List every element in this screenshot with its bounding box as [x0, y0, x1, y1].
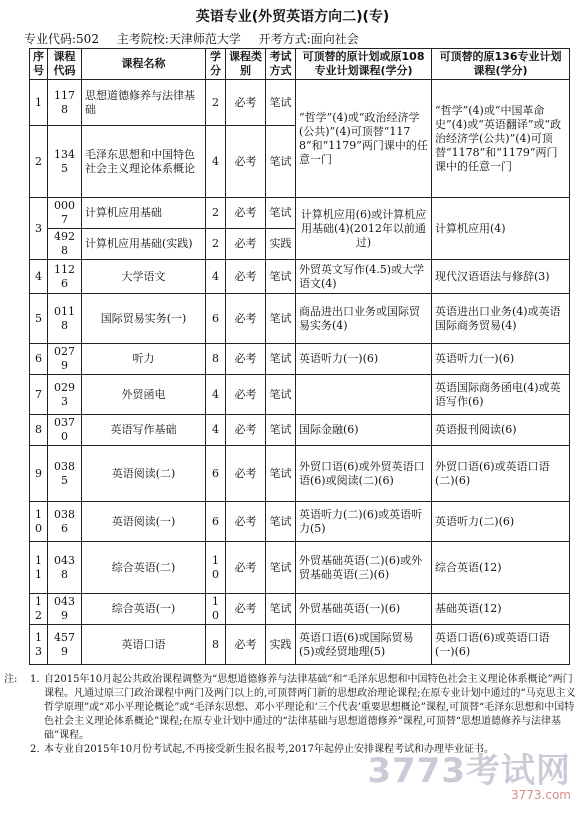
- row-replace-108: 英语听力(一)(6): [296, 344, 432, 375]
- table-row: [30, 198, 570, 229]
- row-credit: 6: [206, 294, 226, 344]
- exam-school: 主考院校:天津师范大学: [116, 32, 241, 46]
- col-header-replace-136: 可顶替的原136专业计划课程(学分): [432, 49, 570, 80]
- row-name: 毛泽东思想和中国特色社会主义理论体系概论: [82, 126, 206, 198]
- row-type: 必考: [226, 126, 266, 198]
- row-no: 10: [30, 502, 48, 542]
- row-exam: 笔试: [266, 344, 296, 375]
- course-table: [29, 48, 570, 665]
- footnote-text: 本专业自2015年10月份考试起,不再接受新生报名报考,2017年起停止安排课程考试和办理毕业证书。: [44, 744, 494, 755]
- row-type: 必考: [226, 260, 266, 294]
- row-code: 4928: [48, 229, 82, 260]
- row-name: 大学语文: [82, 260, 206, 294]
- table-row: [30, 294, 570, 344]
- row-no: 9: [30, 446, 48, 502]
- row-credit: 4: [206, 260, 226, 294]
- row-no: 2: [30, 126, 48, 198]
- row-exam: 笔试: [266, 126, 296, 198]
- row-credit: 2: [206, 229, 226, 260]
- program-meta: [24, 30, 373, 47]
- row-name: 计算机应用基础(实践): [82, 229, 206, 260]
- row-credit: 2: [206, 198, 226, 229]
- row-replace-136: 英语听力(二)(6): [432, 502, 570, 542]
- row-replace-136: 基础英语(12): [432, 594, 570, 625]
- table-row: [30, 625, 570, 665]
- watermark-logo-text: 3773考试网: [367, 751, 571, 791]
- row-replace-136: 英语报刊阅读(6): [432, 415, 570, 446]
- row-replace-108: 国际金融(6): [296, 415, 432, 446]
- row-replace-108: 英语听力(二)(6)或英语听力(5): [296, 502, 432, 542]
- col-header-no: 序号: [30, 49, 48, 80]
- row-exam: 笔试: [266, 260, 296, 294]
- row-type: 必考: [226, 542, 266, 594]
- row-code: 0370: [48, 415, 82, 446]
- row-replace-136: 外贸口语(6)或英语口语(二)(6): [432, 446, 570, 502]
- row-name: 外贸函电: [82, 375, 206, 415]
- row-credit: 2: [206, 80, 226, 126]
- row-credit: 8: [206, 344, 226, 375]
- row-exam: 笔试: [266, 542, 296, 594]
- row-credit: 6: [206, 446, 226, 502]
- row-name: 计算机应用基础: [82, 198, 206, 229]
- row-replace-108: 外贸基础英语(一)(6): [296, 594, 432, 625]
- table-row: [30, 80, 570, 126]
- row-replace-108: [296, 375, 432, 415]
- row-exam: 笔试: [266, 375, 296, 415]
- row-no: 4: [30, 260, 48, 294]
- row-name: 英语阅读(一): [82, 502, 206, 542]
- row-replace-108: 外贸口语(6)或外贸英语口语(6)或阅读(二)(6): [296, 446, 432, 502]
- table-row: [30, 594, 570, 625]
- row-replace-108: 英语口语(6)或国际贸易(5)或经贸地理(5): [296, 625, 432, 665]
- row-code: 1126: [48, 260, 82, 294]
- row-credit: 4: [206, 126, 226, 198]
- row-no: 6: [30, 344, 48, 375]
- row-code: 1345: [48, 126, 82, 198]
- table-row: [30, 344, 570, 375]
- row-replace-136: 英语进出口业务(4)或英语国际商务贸易(4): [432, 294, 570, 344]
- row-exam: 实践: [266, 229, 296, 260]
- row-type: 必考: [226, 446, 266, 502]
- col-header-exam: 考试方式: [266, 49, 296, 80]
- exam-mode: 开考方式:面向社会: [258, 32, 359, 46]
- row-exam: 笔试: [266, 294, 296, 344]
- row-replace-136: 英语口语(6)或英语口语(一)(6): [432, 625, 570, 665]
- row-exam: 笔试: [266, 415, 296, 446]
- row-code: 0118: [48, 294, 82, 344]
- row-replace-136: 英语听力(一)(6): [432, 344, 570, 375]
- program-code: 专业代码:502: [24, 32, 99, 46]
- row-credit: 10: [206, 594, 226, 625]
- row-replace-108: 外贸基础英语(二)(6)或外贸基础英语(三)(6): [296, 542, 432, 594]
- row-name: 思想道德修养与法律基础: [82, 80, 206, 126]
- row-type: 必考: [226, 344, 266, 375]
- row-no: 8: [30, 415, 48, 446]
- row-exam: 笔试: [266, 80, 296, 126]
- row-code: 0293: [48, 375, 82, 415]
- row-name: 综合英语(二): [82, 542, 206, 594]
- row-credit: 4: [206, 415, 226, 446]
- row-name: 听力: [82, 344, 206, 375]
- footnote-number: 2.: [30, 744, 40, 755]
- row-code: 1178: [48, 80, 82, 126]
- row-replace-108: 外贸英文写作(4.5)或大学语文(4): [296, 260, 432, 294]
- col-header-replace-108: 可顶替的原计划或原108专业计划课程(学分): [296, 49, 432, 80]
- table-row: [30, 502, 570, 542]
- table-row: [30, 375, 570, 415]
- row-exam: 实践: [266, 625, 296, 665]
- row-no: 5: [30, 294, 48, 344]
- row-name: 国际贸易实务(一): [82, 294, 206, 344]
- row-type: 必考: [226, 625, 266, 665]
- col-header-type: 课程类别: [226, 49, 266, 80]
- row-no: 1: [30, 80, 48, 126]
- row-replace-108: 计算机应用(6)或计算机应用基础(4)(2012年以前通过): [296, 198, 432, 260]
- row-credit: 8: [206, 625, 226, 665]
- row-credit: 4: [206, 375, 226, 415]
- row-code: 0439: [48, 594, 82, 625]
- footnote-item: [4, 673, 576, 743]
- table-row: [30, 415, 570, 446]
- row-exam: 笔试: [266, 502, 296, 542]
- row-replace-136: 现代汉语语法与修辞(3): [432, 260, 570, 294]
- row-no: 12: [30, 594, 48, 625]
- footnote-number: 1.: [30, 674, 40, 685]
- col-header-code: 课程代码: [48, 49, 82, 80]
- row-replace-108: 商品进出口业务或国际贸易实务(4): [296, 294, 432, 344]
- row-code: 0386: [48, 502, 82, 542]
- row-type: 必考: [226, 375, 266, 415]
- row-type: 必考: [226, 80, 266, 126]
- table-header-row: [30, 49, 570, 80]
- row-no: 11: [30, 542, 48, 594]
- row-replace-136: 综合英语(12): [432, 542, 570, 594]
- row-name: 综合英语(一): [82, 594, 206, 625]
- row-code: 4579: [48, 625, 82, 665]
- footnote-text: 自2015年10月起公共政治课程调整为“思想道德修养与法律基础”和“毛泽东思想和中国特色社会主义理论体系概论”两门课程。凡通过原三门政治课程中两门及两门以上的,可顶替两门新的思想政治理论课程;在原专业计划中通过的“马克思主义哲学原理”或“邓小平理论概论”或“毛泽东思想、邓小平理论和‘三个代表’重要思想概论”课程,可顶替“毛泽东思想和中国特色社会主义理论体系概论”课程;在原专业计划中通过的“法律基础与思想道德修养”课程,可顶替“思想道德修养与法律基础”课程。: [44, 674, 576, 741]
- row-type: 必考: [226, 502, 266, 542]
- row-type: 必考: [226, 594, 266, 625]
- row-name: 英语写作基础: [82, 415, 206, 446]
- site-watermark: [367, 743, 571, 802]
- col-header-credit: 学分: [206, 49, 226, 80]
- row-code: 0279: [48, 344, 82, 375]
- row-replace-136: 计算机应用(4): [432, 198, 570, 260]
- row-type: 必考: [226, 415, 266, 446]
- table-row: [30, 446, 570, 502]
- row-exam: 笔试: [266, 594, 296, 625]
- table-row: [30, 542, 570, 594]
- row-no: 7: [30, 375, 48, 415]
- row-credit: 10: [206, 542, 226, 594]
- row-code: 0007: [48, 198, 82, 229]
- row-replace-136: 英语国际商务函电(4)或英语写作(6): [432, 375, 570, 415]
- row-name: 英语阅读(二): [82, 446, 206, 502]
- row-code: 0385: [48, 446, 82, 502]
- row-exam: 笔试: [266, 446, 296, 502]
- row-type: 必考: [226, 198, 266, 229]
- row-replace-136: “哲学”(4)或“中国革命史”(4)或“英语翻译”或“政治经济学(公共)”(4)可顶替“1178”和“1179”两门课中的任意一门: [432, 80, 570, 198]
- row-no: 3: [30, 198, 48, 260]
- table-row: [30, 260, 570, 294]
- row-type: 必考: [226, 294, 266, 344]
- watermark-url: 3773.com: [511, 788, 571, 802]
- row-type: 必考: [226, 229, 266, 260]
- row-no: 13: [30, 625, 48, 665]
- footnote-label: 注:: [4, 674, 18, 685]
- row-exam: 笔试: [266, 198, 296, 229]
- row-credit: 6: [206, 502, 226, 542]
- row-name: 英语口语: [82, 625, 206, 665]
- document-title: 英语专业(外贸英语方向二)(专): [195, 9, 390, 25]
- col-header-name: 课程名称: [82, 49, 206, 80]
- row-code: 0438: [48, 542, 82, 594]
- row-replace-108: “哲学”(4)或“政治经济学(公共)”(4)可顶替“1178”和“1179”两门课中的任意一门: [296, 80, 432, 198]
